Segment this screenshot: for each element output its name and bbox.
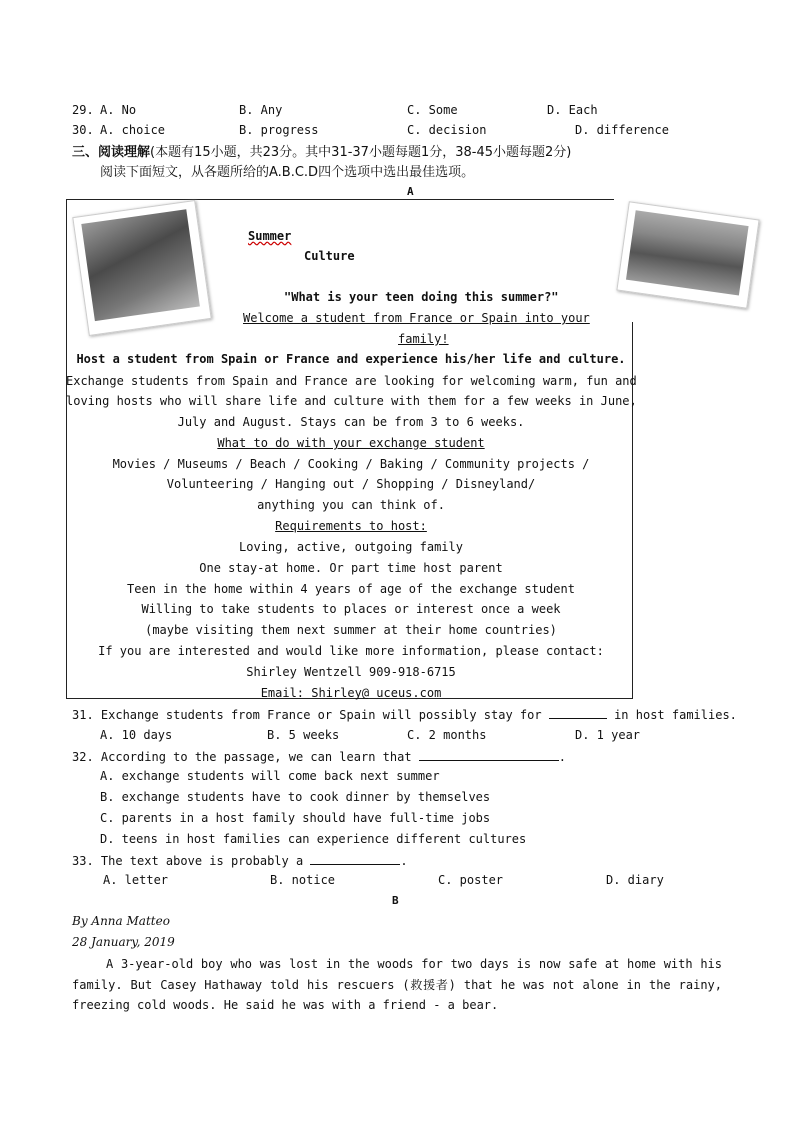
- q32-stem-text: 32. According to the passage, we can learn that: [72, 750, 412, 764]
- passage-a-label: A: [407, 185, 414, 198]
- ad-phone: Shirley Wentzell 909-918-6715: [246, 665, 456, 679]
- section-heading: [72, 141, 571, 160]
- ad-email: Email: Shirley@ uceus.com: [260, 686, 442, 700]
- q33-option-a: A. letter: [103, 873, 169, 887]
- q32-stem-end: .: [558, 750, 567, 764]
- ad-requirement-1: Loving, active, outgoing family: [239, 540, 463, 554]
- ad-host-line: Host a student from Spain or France and experience his/her life and culture.: [76, 352, 626, 366]
- q33-blank: [310, 853, 400, 865]
- ad-top-border: [66, 199, 614, 200]
- ad-body-line1: Exchange students from Spain and France are looking for welcoming warm, fun and: [66, 374, 637, 388]
- ad-activities-line2: Volunteering / Hanging out / Shopping / Disneyland/: [166, 477, 536, 491]
- q30-option-d: D. difference: [575, 123, 669, 137]
- ad-activities-line3: anything you can think of.: [257, 498, 445, 512]
- ad-title-summer: Summer: [248, 229, 292, 243]
- q30-option-b: B. progress: [239, 123, 319, 137]
- q29-number: 29.: [72, 103, 94, 117]
- passage-b-byline: By Anna Matteo: [72, 914, 170, 928]
- q33-option-c: C. poster: [438, 873, 504, 887]
- ad-body-line3: July and August. Stays can be from 3 to 6 weeks.: [177, 415, 525, 429]
- ad-what-to-do-text: What to do with your exchange student: [217, 436, 485, 450]
- q33-stem: [72, 853, 408, 868]
- passage-b-paragraph: A 3-year-old boy who was lost in the woods for two days is now safe at home with his family. But Casey Hathaway told his rescuers (救援者) that he was not alone in the rainy, freezing cold woods. He said he was with a friend - a bear.: [72, 957, 722, 1012]
- q31-blank: [549, 707, 607, 719]
- q31-option-a: A. 10 days: [100, 728, 173, 742]
- passage-b-date: 28 January, 2019: [72, 935, 175, 949]
- q33-stem-text: 33. The text above is probably a: [72, 854, 304, 868]
- q33-option-b: B. notice: [270, 873, 336, 887]
- group-photo: [616, 201, 759, 308]
- ad-question: "What is your teen doing this summer?": [284, 290, 559, 304]
- ad-title-culture: Culture: [304, 249, 355, 263]
- ad-requirement-5: (maybe visiting them next summer at their home countries): [145, 623, 557, 637]
- q30-option-a: A. choice: [100, 123, 166, 137]
- q31-stem-start: 31. Exchange students from France or Spain will possibly stay for: [72, 708, 542, 722]
- ad-welcome-line2: family!: [398, 332, 449, 346]
- q32-blank: [419, 749, 559, 761]
- ad-requirements-title: [66, 519, 636, 533]
- q33-option-d: D. diary: [606, 873, 664, 887]
- ad-activities-line1: Movies / Museums / Beach / Cooking / Baking / Community projects /: [112, 457, 590, 471]
- ad-left-border-top: [66, 200, 67, 322]
- q29-option-a: A. No: [100, 103, 137, 117]
- q29-option-b: B. Any: [239, 103, 283, 117]
- q29-option-d: D. Each: [547, 103, 598, 117]
- q32-option-b: B. exchange students have to cook dinner by themselves: [100, 790, 491, 804]
- family-photo: [72, 200, 211, 336]
- ad-requirement-3: Teen in the home within 4 years of age of the exchange student: [127, 582, 575, 596]
- q32-option-c: C. parents in a host family should have full-time jobs: [100, 811, 491, 825]
- ad-body-line2: loving hosts who will share life and culture with them for a few weeks in June,: [66, 394, 637, 408]
- ad-what-to-do: [66, 436, 636, 450]
- section-note: (本题有15小题，共23分。其中31-37小题每题1分，38-45小题每题2分): [150, 145, 572, 160]
- ad-requirement-4: Willing to take students to places or interest once a week: [141, 602, 561, 616]
- q30-number: 30.: [72, 123, 94, 137]
- q29-option-c: C. Some: [407, 103, 458, 117]
- q33-stem-end: .: [400, 854, 408, 868]
- passage-b-label: B: [392, 894, 399, 907]
- ad-requirement-2: One stay-at home. Or part time host parent: [199, 561, 503, 575]
- q32-option-a: A. exchange students will come back next summer: [100, 769, 440, 783]
- ad-welcome-line1: Welcome a student from France or Spain into your: [243, 311, 590, 325]
- section-instruction: 阅读下面短文，从各题所给的A.B.C.D四个选项中选出最佳选项。: [100, 165, 475, 180]
- q31-stem-end: in host families.: [614, 708, 737, 722]
- q31-option-d: D. 1 year: [575, 728, 641, 742]
- ad-contact-line: If you are interested and would like more information, please contact:: [98, 644, 604, 658]
- q30-option-c: C. decision: [407, 123, 487, 137]
- q31-option-b: B. 5 weeks: [267, 728, 340, 742]
- q31-option-c: C. 2 months: [407, 728, 487, 742]
- q32-stem: [72, 749, 566, 764]
- section-title: 三、阅读理解: [72, 145, 151, 160]
- ad-requirements-title-text: Requirements to host:: [275, 519, 427, 533]
- q31-stem: [72, 707, 737, 722]
- q32-option-d: D. teens in host families can experience different cultures: [100, 832, 527, 846]
